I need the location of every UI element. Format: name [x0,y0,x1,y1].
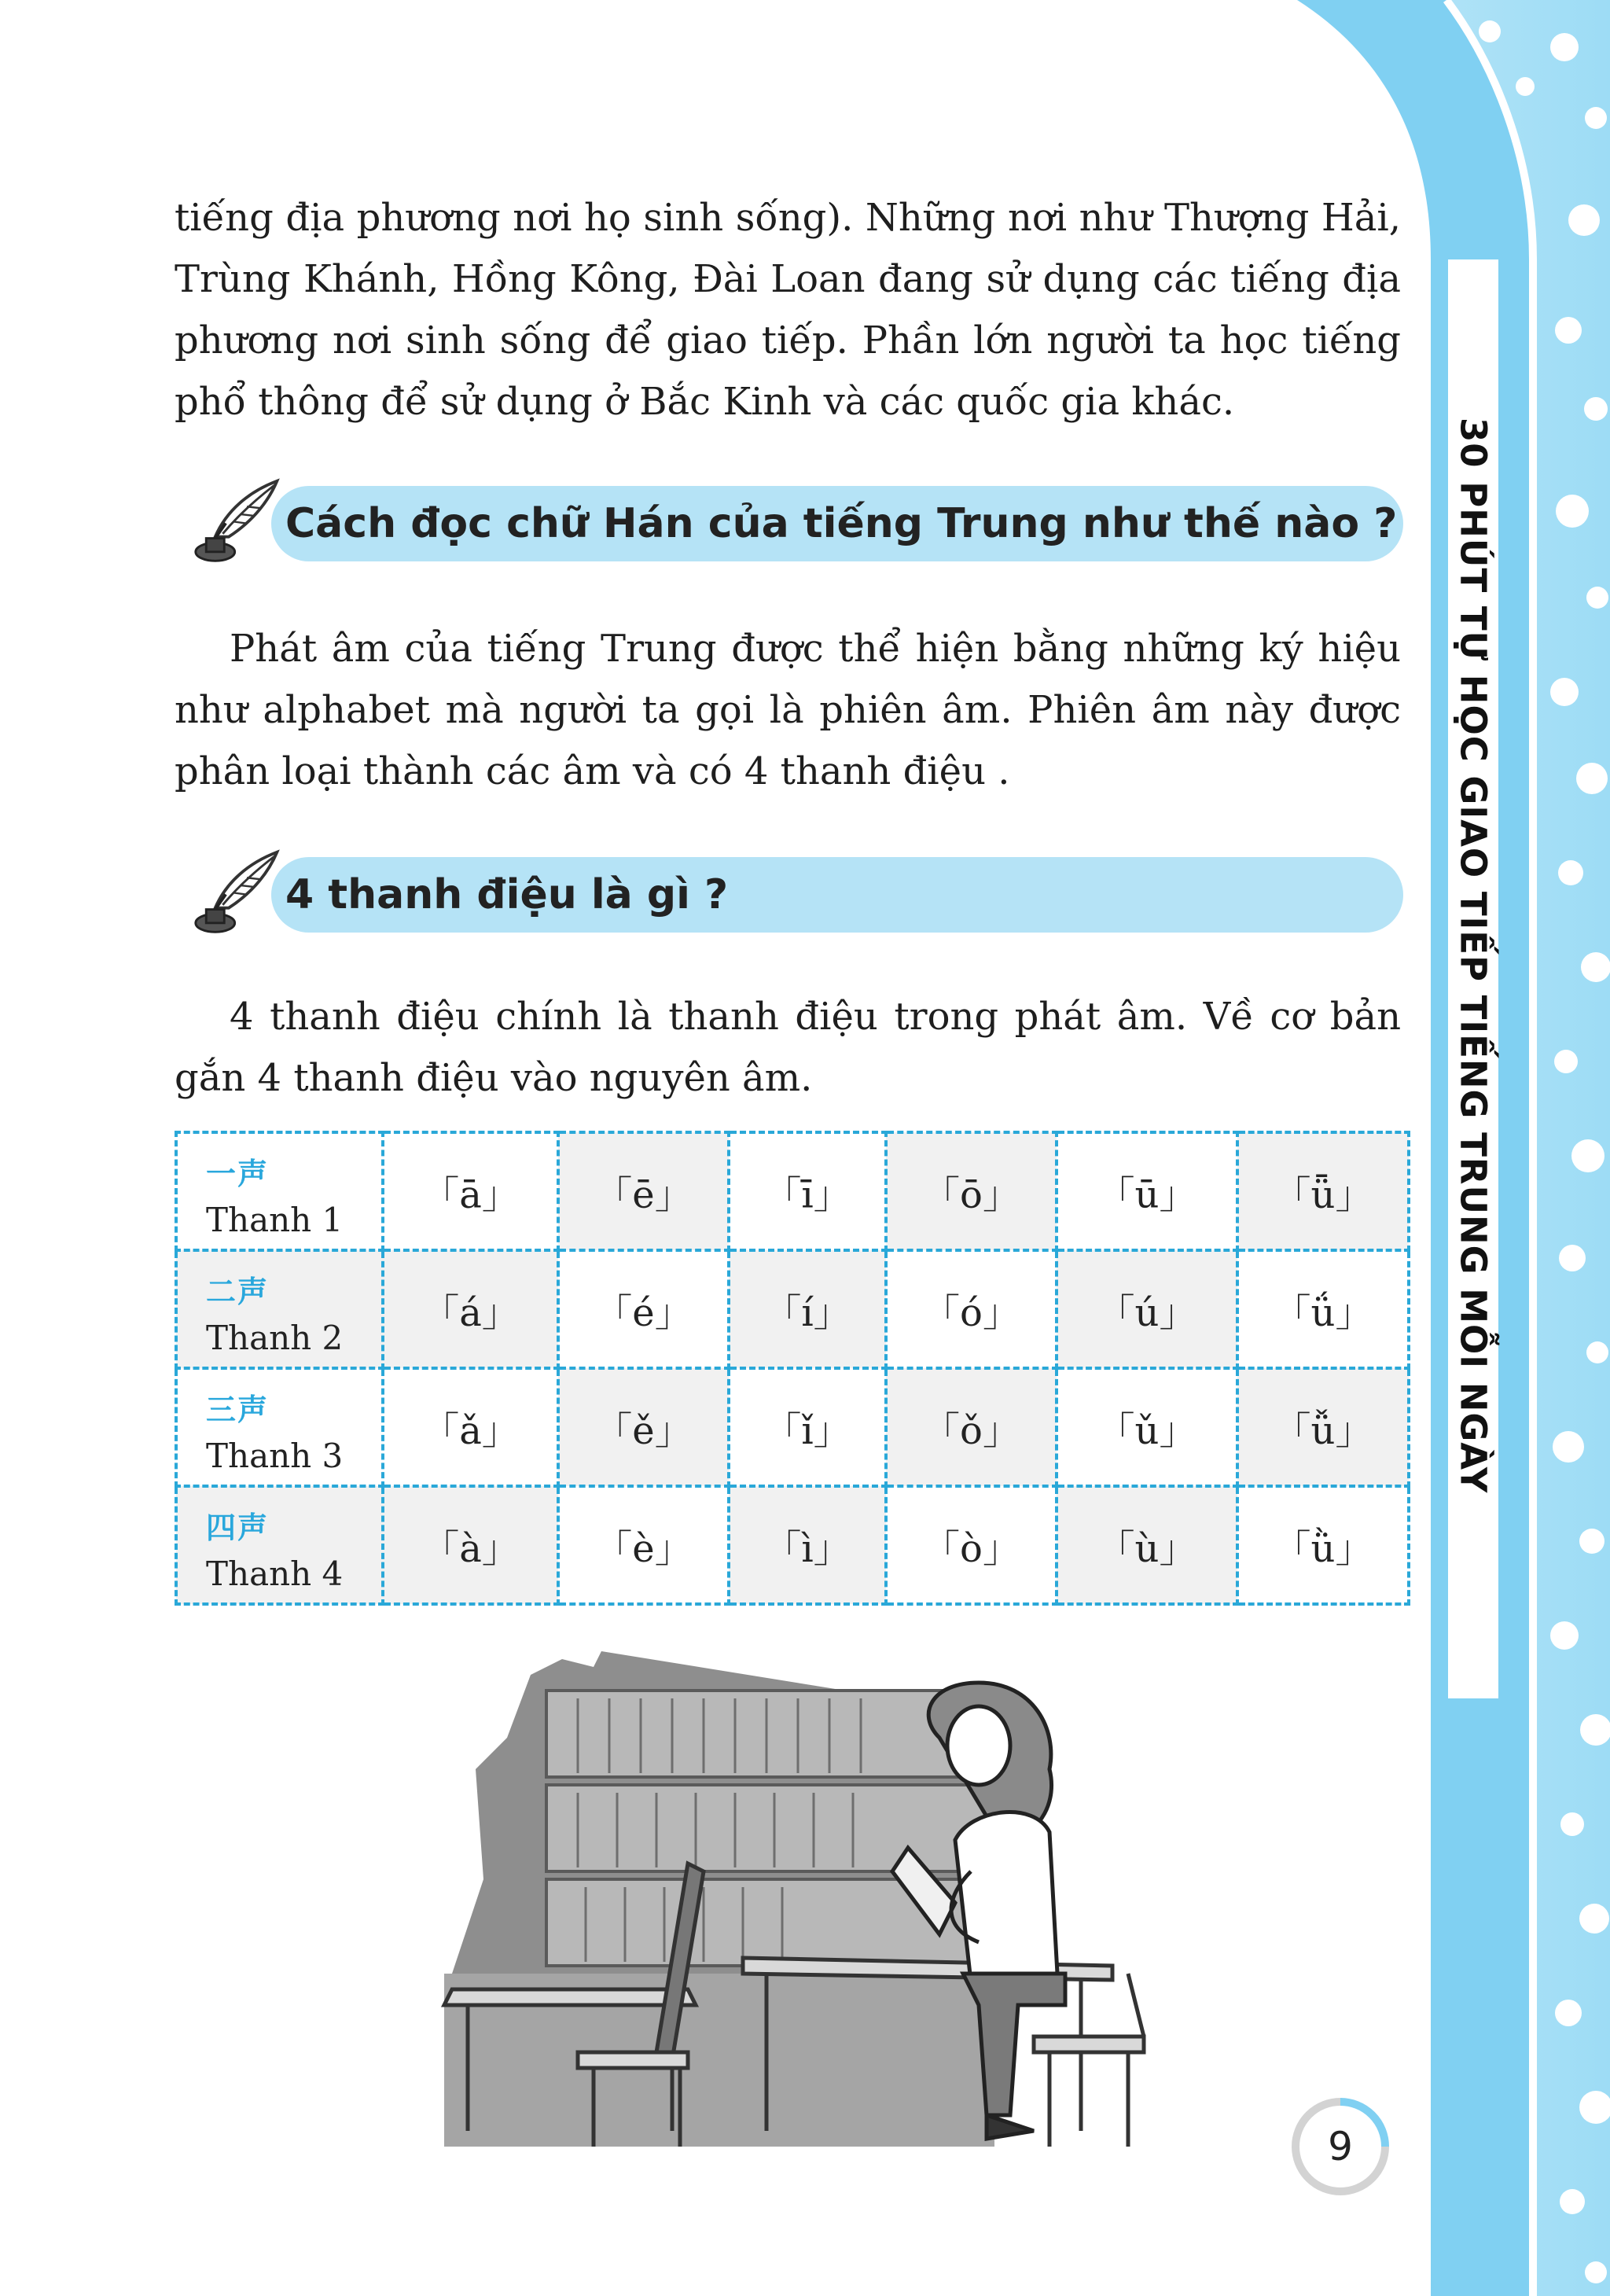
paragraph-tones: 4 thanh điệu chính là thanh điệu trong phát âm. Về cơ bản gắn 4 thanh điệu vào nguyên âm. [175,995,1401,1100]
tone-label-cell [176,1368,383,1486]
vowel-cell: 「ǚ」 [1237,1368,1409,1486]
heading-text: 4 thanh điệu là gì ? [285,871,729,918]
tone-name-zh: 四声 [206,1510,270,1545]
tone-label-cell [176,1486,383,1604]
tone-name-vn: Thanh 2 [206,1319,344,1357]
tone-label-cell [176,1250,383,1368]
tone-row [176,1368,1409,1486]
tone-name-zh: 一声 [206,1157,270,1191]
vowel-cell: 「ú」 [1057,1250,1237,1368]
vowel-cell: 「ě」 [558,1368,729,1486]
tone-name-vn: Thanh 3 [206,1437,344,1475]
tone-label-cell [176,1132,383,1250]
tone-name-zh: 三声 [206,1393,270,1427]
vowel-cell: 「ā」 [383,1132,558,1250]
vowel-cell: 「é」 [558,1250,729,1368]
tone-row [176,1250,1409,1368]
vowel-cell: 「ò」 [886,1486,1057,1604]
quill-inkwell-icon [193,848,283,938]
tone-name-vn: Thanh 4 [206,1555,344,1593]
vowel-cell: 「ǜ」 [1237,1486,1409,1604]
page-number: 9 [1328,2124,1353,2169]
tone-row [176,1486,1409,1604]
vowel-cell: 「ē」 [558,1132,729,1250]
vowel-cell: 「ū」 [1057,1132,1237,1250]
quill-inkwell-icon [193,476,283,567]
paragraph-pinyin: Phát âm của tiếng Trung được thể hiện bằng những ký hiệu như alphabet mà người ta gọi là phiên âm. Phiên âm này được phân loại thành các âm và có 4 thanh điệu . [175,627,1401,793]
library-reading-illustration [436,1643,1191,2162]
vowel-cell: 「í」 [729,1250,886,1368]
heading-text: Cách đọc chữ Hán của tiếng Trung như thế nào ? [285,500,1398,547]
paragraph-intro: tiếng địa phương nơi họ sinh sống). Những nơi như Thượng Hải, Trùng Khánh, Hồng Kông, Đài Loan đang sử dụng các tiếng địa phương nơi sinh sống để giao tiếp. Phần lớn người ta học tiếng phổ thông để sử dụng ở Bắc Kinh và các quốc gia khác. [175,196,1401,424]
vowel-cell: 「ǎ」 [383,1368,558,1486]
vowel-cell: 「ǔ」 [1057,1368,1237,1486]
vowel-cell: 「è」 [558,1486,729,1604]
vowel-cell: 「à」 [383,1486,558,1604]
heading-how-to-read [193,486,1403,561]
vowel-cell: 「ō」 [886,1132,1057,1250]
vowel-cell: 「á」 [383,1250,558,1368]
vowel-cell: 「ì」 [729,1486,886,1604]
vowel-cell: 「ù」 [1057,1486,1237,1604]
side-book-title [1450,267,1496,1643]
tone-name-zh: 二声 [206,1275,270,1309]
page-number-badge [1289,2095,1391,2198]
vowel-cell: 「ǖ」 [1237,1132,1409,1250]
vowel-cell: 「ǒ」 [886,1368,1057,1486]
vowel-cell: 「ī」 [729,1132,886,1250]
heading-four-tones [193,857,1403,933]
vowel-cell: 「ó」 [886,1250,1057,1368]
side-title-text: 30 PHÚT TỰ HỌC GIAO TIẾP TIẾNG TRUNG MỖI NGÀY [1452,417,1494,1494]
tone-table [175,1131,1410,1606]
vowel-cell: 「ǘ」 [1237,1250,1409,1368]
tone-name-vn: Thanh 1 [206,1201,344,1239]
vowel-cell: 「ǐ」 [729,1368,886,1486]
tone-row [176,1132,1409,1250]
